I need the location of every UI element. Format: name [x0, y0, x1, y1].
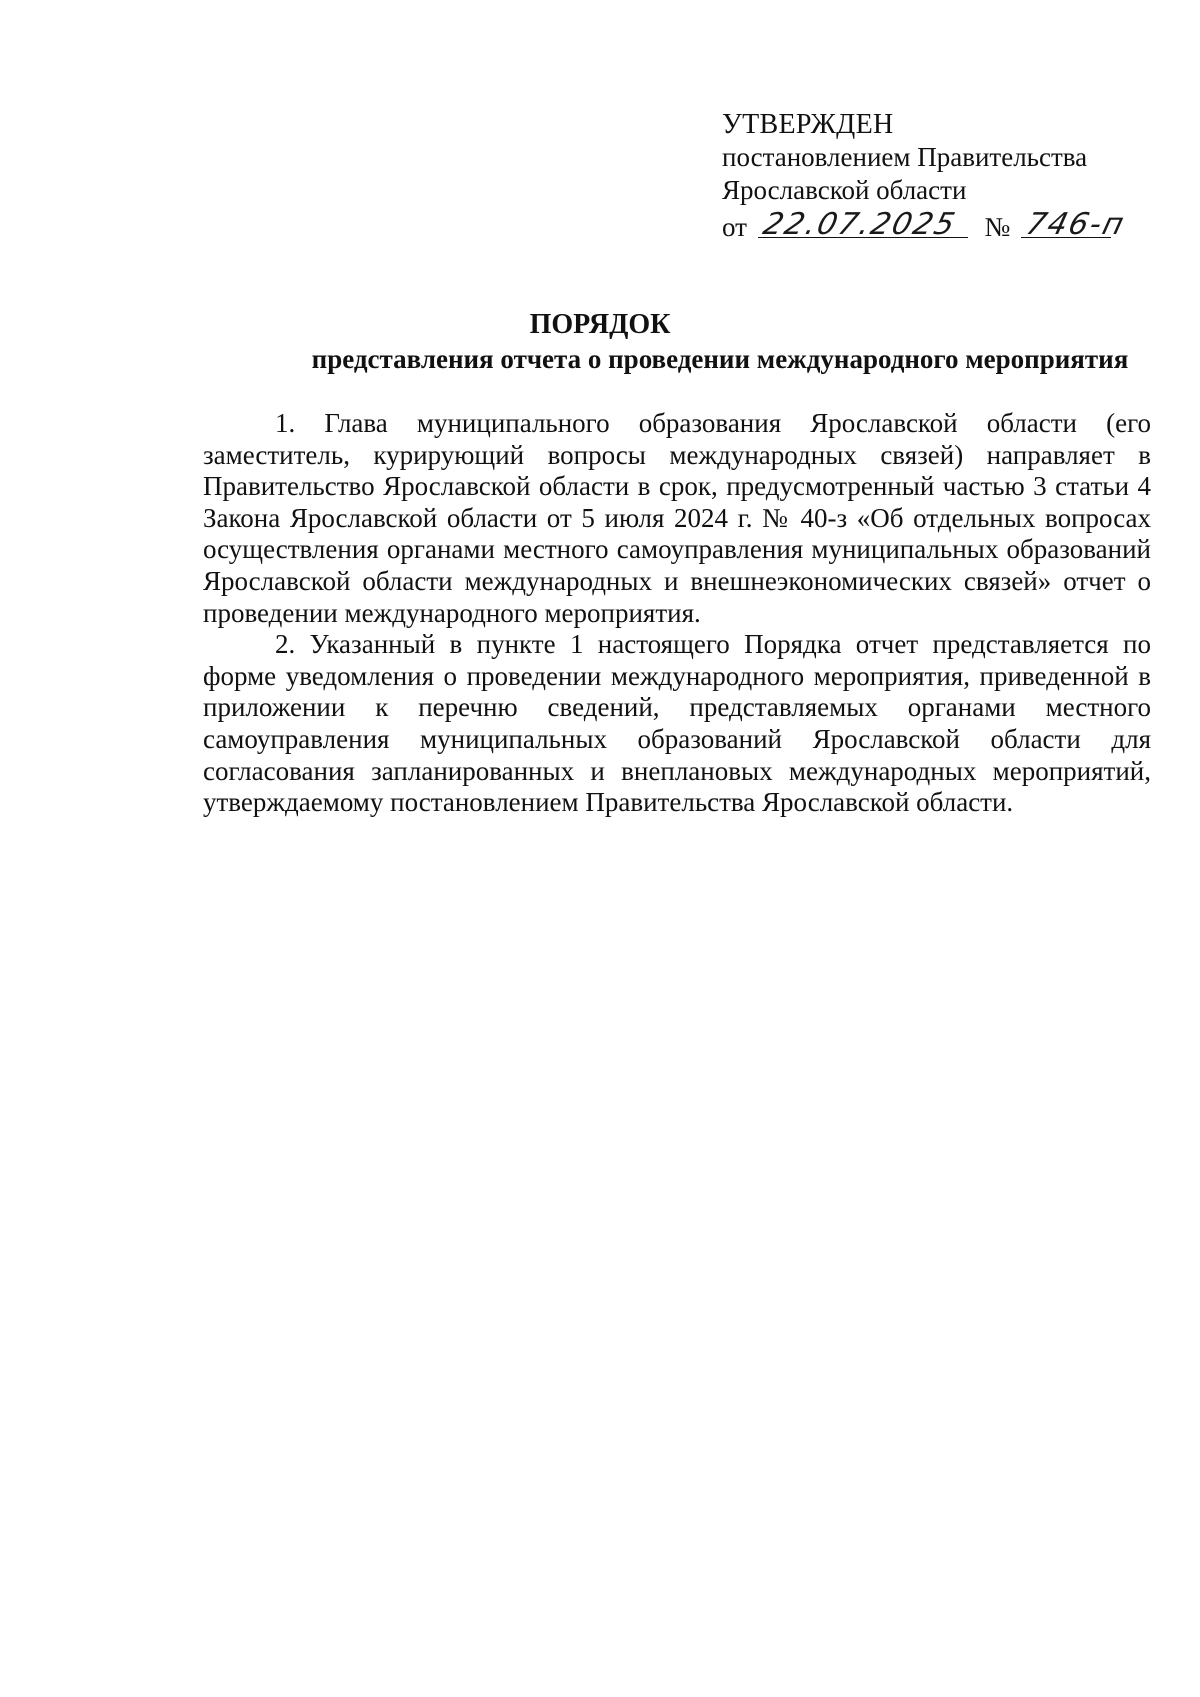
paragraph-2: 2. Указанный в пункте 1 настоящего Порядка отчет представляется по форме уведомления о проведении международного мероприятия, приведенной в приложении к перечню сведений, представляемых органами местного самоуправления муниципальных образований Ярославской области для согласования запланированных и внеплановых международных мероприятий, утверждаемому постановлением Правительства Ярославской области.: [203, 629, 1151, 818]
document-subtitle: представления отчета о проведении международного мероприятия: [311, 344, 1129, 374]
approval-heading: УТВЕРЖДЕН: [722, 109, 894, 140]
number-field: [1021, 207, 1130, 242]
handwritten-number: 746-п: [1022, 207, 1130, 242]
date-field: [758, 207, 968, 242]
paragraph-1: 1. Глава муниципального образования Ярославской области (его заместитель, курирующий вопросы международных связей) направляет в Правительство Ярославской области в срок, предусмотренный частью 3 статьи 4 Закона Ярославской области от 5 июля 2024 г. № 40-з «Об отдельных вопросах осуществления органами местного самоуправления муниципальных образований Ярославской области международных и внешнеэкономических связей» отчет о проведении международного мероприятия.: [203, 408, 1151, 628]
handwritten-date: 22.07.2025: [759, 207, 960, 242]
approval-line-2: Ярославской области: [722, 175, 967, 205]
document-title: ПОРЯДОК: [529, 309, 671, 340]
document-body: [203, 408, 1151, 819]
date-prefix: от: [722, 212, 747, 242]
approval-stamp-block: [722, 108, 1142, 243]
approval-date-number-row: [722, 207, 1142, 243]
approval-line-1: постановлением Правительства: [722, 142, 1088, 172]
number-prefix: №: [984, 212, 1011, 242]
